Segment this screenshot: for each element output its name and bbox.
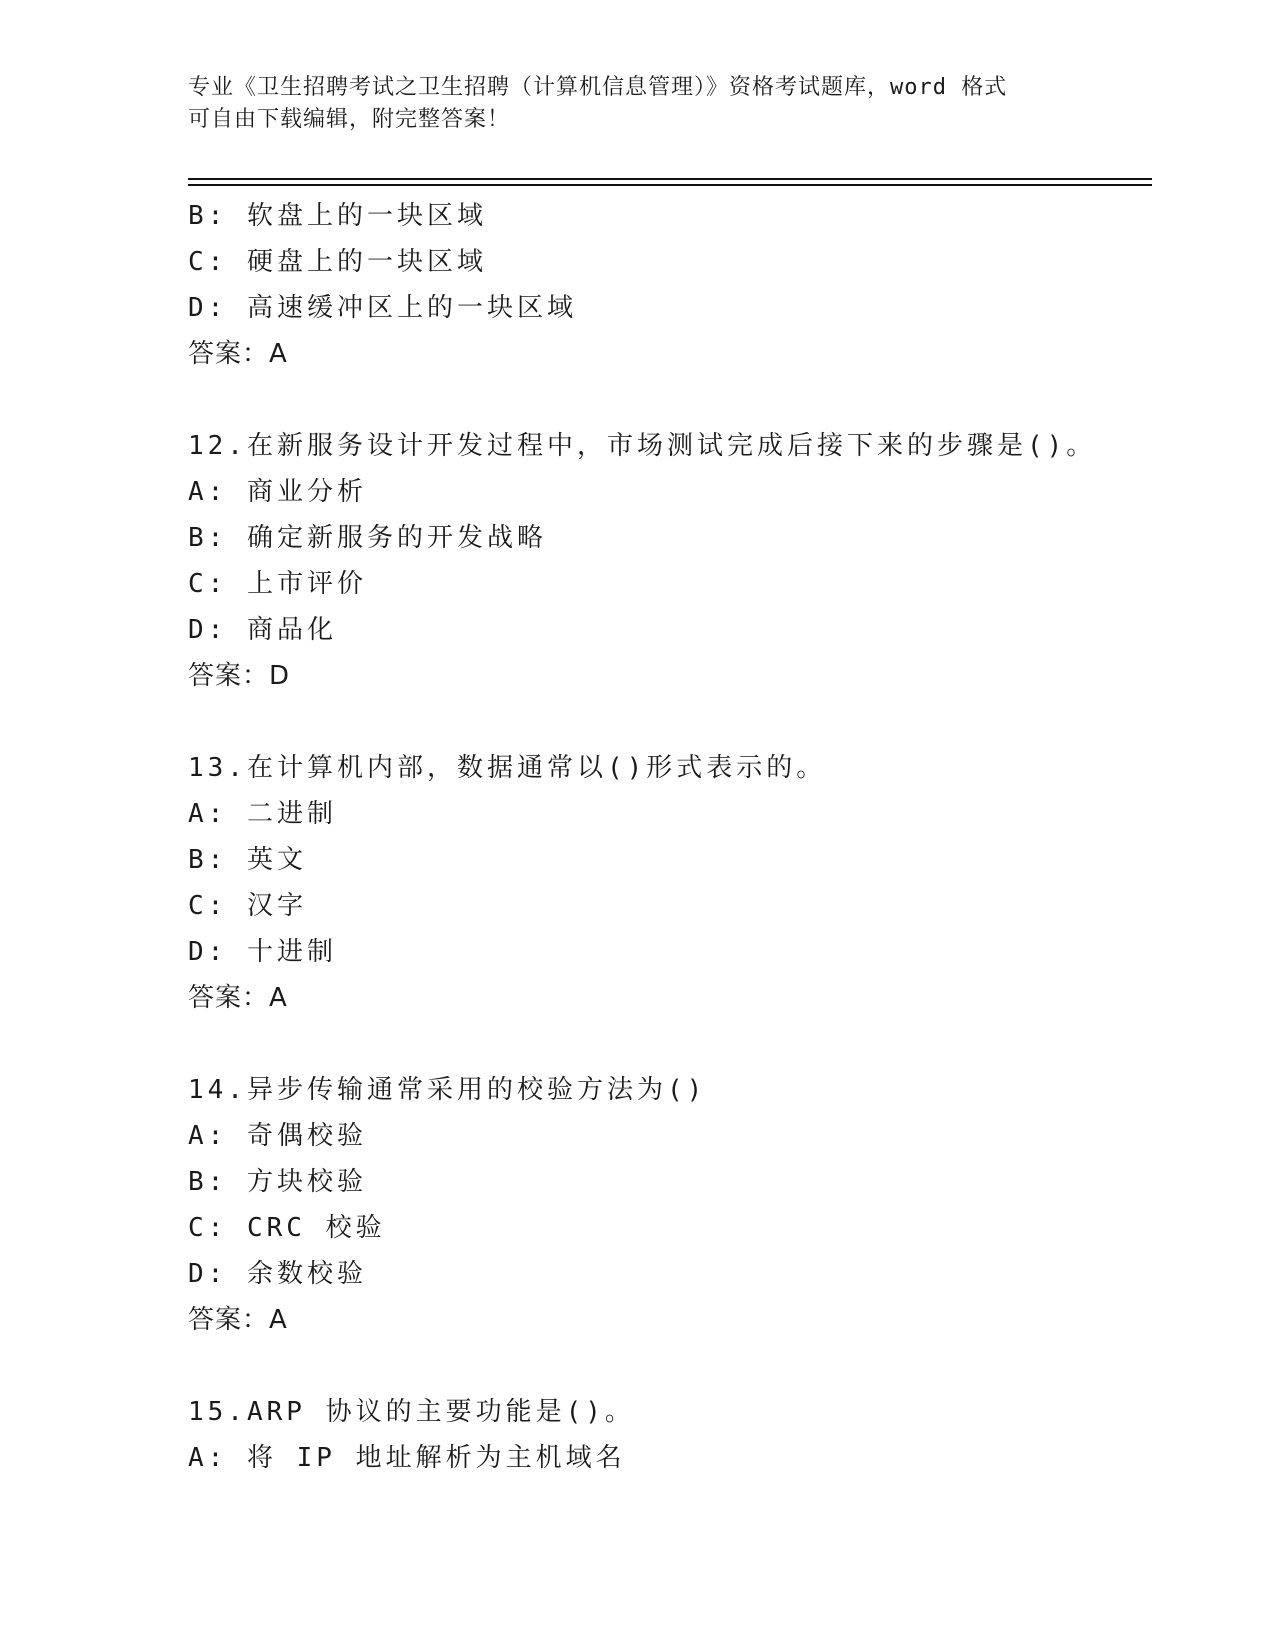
answer: 答案：A: [188, 1305, 288, 1335]
option-a: A: 奇偶校验: [188, 1121, 367, 1151]
option-c: C: 上市评价: [188, 569, 367, 599]
option-b: B: 英文: [188, 845, 307, 875]
spacer: [188, 377, 1148, 423]
header-rule-bottom: [188, 184, 1152, 186]
option-a: A: 将 IP 地址解析为主机域名: [188, 1443, 626, 1473]
question-list: [188, 193, 1148, 1481]
option-d: D: 余数校验: [188, 1259, 367, 1289]
question-15: [188, 1389, 1148, 1481]
spacer: [188, 1343, 1148, 1389]
spacer: [188, 699, 1148, 745]
question-14: [188, 1067, 1148, 1343]
answer: 答案：A: [188, 339, 288, 369]
option-d: D: 商品化: [188, 615, 337, 645]
option-c: C: 汉字: [188, 891, 307, 921]
question-13: [188, 745, 1148, 1021]
option-d: D: 高速缓冲区上的一块区域: [188, 293, 577, 323]
question-12: [188, 423, 1148, 699]
spacer: [188, 1021, 1148, 1067]
option-c: C: CRC 校验: [188, 1213, 386, 1243]
header-line-2: 可自由下载编辑，附完整答案！: [188, 107, 511, 132]
answer: 答案：A: [188, 983, 288, 1013]
question-stem: 13.在计算机内部，数据通常以()形式表示的。: [188, 753, 827, 783]
header-line-1: 专业《卫生招聘考试之卫生招聘（计算机信息管理）》资格考试题库，word 格式: [188, 75, 1008, 100]
header-rule-top: [188, 178, 1152, 180]
option-d: D: 十进制: [188, 937, 337, 967]
option-b: B: 软盘上的一块区域: [188, 201, 487, 231]
question-stem: 12.在新服务设计开发过程中，市场测试完成后接下来的步骤是()。: [188, 431, 1097, 461]
option-b: B: 确定新服务的开发战略: [188, 523, 547, 553]
question-stem: 15.ARP 协议的主要功能是()。: [188, 1397, 635, 1427]
question-11-continued: [188, 193, 1148, 377]
option-b: B: 方块校验: [188, 1167, 367, 1197]
question-stem: 14.异步传输通常采用的校验方法为(): [188, 1075, 707, 1105]
option-a: A: 二进制: [188, 799, 337, 829]
document-header: [188, 72, 1088, 136]
option-c: C: 硬盘上的一块区域: [188, 247, 487, 277]
option-a: A: 商业分析: [188, 477, 367, 507]
answer: 答案：D: [188, 661, 291, 691]
